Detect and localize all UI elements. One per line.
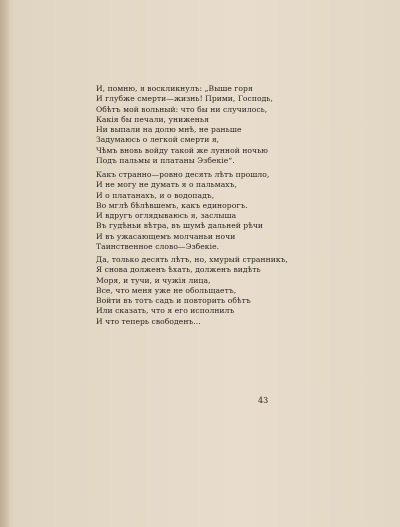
poem-line: И въ ужасающемъ молчаньи ночи (96, 231, 236, 241)
poem-line: И глубже смерти—жизнь! Прими, Господь, (96, 94, 273, 104)
poem-stanza-3 (96, 255, 336, 327)
poem-line: Подъ пальмы и платаны Эзбекіе“. (96, 156, 235, 166)
page-number: 43 (258, 396, 269, 405)
poem-line: Да, только десять лѣтъ, но, хмурый странникъ, (96, 255, 288, 264)
poem-line: Обѣтъ мой вольный: что бы ни случилось, (96, 104, 268, 114)
poem-line: Я снова долженъ ѣхать, долженъ видѣть (96, 265, 261, 275)
poem-line: Въ гудѣньи вѣтра, въ шумѣ дальней рѣчи (96, 221, 264, 231)
poem-line: Войти въ тотъ садъ и повторить обѣтъ (96, 296, 251, 306)
poem-line: И что теперь свободенъ... (96, 316, 201, 326)
poem-line: Какія бы печали, униженья (96, 114, 209, 124)
poem-line: И не могу не думать я о пальмахъ, (96, 180, 237, 190)
poem-line: И вдругъ оглядываюсь я, заслыша (96, 211, 237, 221)
poem-line: И, помню, я воскликнулъ: „Выше горя (96, 84, 253, 93)
page-gutter-shadow (0, 0, 10, 527)
poem-stanza-2 (96, 170, 336, 252)
poem-line: Какъ странно—ровно десять лѣтъ прошло, (96, 170, 270, 179)
poem-line: И о платанахъ, и о водопадъ, (96, 190, 215, 200)
poem-line: Или сказать, что я его исполнилъ (96, 306, 235, 316)
poem-line: Чѣмъ вновь войду такой же лунной ночью (96, 145, 268, 155)
poem-line: Во мглѣ бѣлѣвшемъ, какъ единорогъ. (96, 200, 248, 210)
poem-line: Таинственное слово—Эзбекіе. (96, 242, 220, 252)
poem-line: Задумаюсь о легкой смерти я, (96, 135, 220, 145)
poem-stanza-1 (96, 84, 336, 166)
poem-line: Все, что меня уже не обольщаетъ, (96, 285, 237, 295)
poem-line: Моря, и тучи, и чужія лица, (96, 275, 211, 285)
poem-line: Ни выпали на долю мнѣ, не раньше (96, 125, 242, 135)
